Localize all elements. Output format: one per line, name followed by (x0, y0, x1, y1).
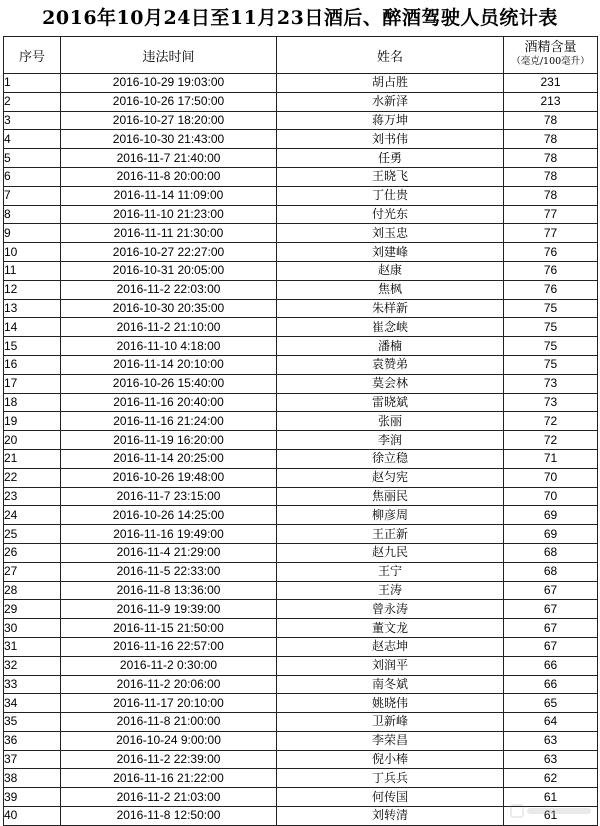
row-time: 2016-11-16 19:49:00 (61, 525, 277, 544)
row-name: 王晓飞 (277, 167, 504, 186)
row-alcohol: 78 (504, 186, 598, 205)
row-index: 30 (4, 619, 61, 638)
row-alcohol: 77 (504, 224, 598, 243)
table-row (4, 431, 598, 450)
row-name: 姚晓伟 (277, 694, 504, 713)
row-time: 2016-11-16 21:22:00 (61, 769, 277, 788)
table-row (4, 468, 598, 487)
table-row (4, 600, 598, 619)
table-row (4, 92, 598, 111)
row-time: 2016-11-10 21:23:00 (61, 205, 277, 224)
row-alcohol: 68 (504, 562, 598, 581)
table-row (4, 412, 598, 431)
table-row (4, 374, 598, 393)
row-index: 6 (4, 167, 61, 186)
table-row (4, 769, 598, 788)
row-name: 崔念峡 (277, 318, 504, 337)
row-index: 40 (4, 807, 61, 826)
table-row (4, 506, 598, 525)
row-name: 雷晓斌 (277, 393, 504, 412)
table-row (4, 149, 598, 168)
row-index: 1 (4, 74, 61, 93)
row-alcohol: 75 (504, 318, 598, 337)
row-alcohol: 61 (504, 807, 598, 826)
row-index: 24 (4, 506, 61, 525)
row-time: 2016-11-2 22:03:00 (61, 280, 277, 299)
row-name: 赵匀宪 (277, 468, 504, 487)
table-header (4, 37, 598, 74)
row-alcohol: 231 (504, 74, 598, 93)
header-alcohol-unit: （毫克/100毫升） (511, 56, 590, 67)
table-row (4, 562, 598, 581)
row-name: 袁赞弟 (277, 355, 504, 374)
row-alcohol: 71 (504, 449, 598, 468)
table-row (4, 619, 598, 638)
row-alcohol: 73 (504, 393, 598, 412)
row-alcohol: 63 (504, 750, 598, 769)
table-row (4, 318, 598, 337)
row-alcohol: 73 (504, 374, 598, 393)
row-name: 倪小棒 (277, 750, 504, 769)
table-row (4, 280, 598, 299)
row-name: 潘楠 (277, 337, 504, 356)
row-name: 水新泽 (277, 92, 504, 111)
table-row (4, 731, 598, 750)
row-alcohol: 70 (504, 487, 598, 506)
row-name: 刘转清 (277, 807, 504, 826)
row-time: 2016-11-14 20:25:00 (61, 449, 277, 468)
row-name: 刘建峰 (277, 243, 504, 262)
row-index: 31 (4, 637, 61, 656)
row-name: 王涛 (277, 581, 504, 600)
row-time: 2016-11-8 21:00:00 (61, 713, 277, 732)
row-name: 丁仕贵 (277, 186, 504, 205)
row-alcohol: 67 (504, 637, 598, 656)
row-name: 焦枫 (277, 280, 504, 299)
table-row (4, 637, 598, 656)
header-alcohol-label: 酒精含量 (524, 40, 577, 55)
table-row (4, 656, 598, 675)
row-name: 莫会林 (277, 374, 504, 393)
row-alcohol: 75 (504, 337, 598, 356)
row-time: 2016-11-16 22:57:00 (61, 637, 277, 656)
row-alcohol: 61 (504, 788, 598, 807)
row-index: 3 (4, 111, 61, 130)
row-alcohol: 72 (504, 431, 598, 450)
row-time: 2016-11-5 22:33:00 (61, 562, 277, 581)
row-time: 2016-11-2 20:06:00 (61, 675, 277, 694)
row-time: 2016-10-30 20:35:00 (61, 299, 277, 318)
row-time: 2016-11-8 20:00:00 (61, 167, 277, 186)
row-time: 2016-11-2 22:39:00 (61, 750, 277, 769)
table-row (4, 243, 598, 262)
row-time: 2016-11-9 19:39:00 (61, 600, 277, 619)
row-index: 25 (4, 525, 61, 544)
table-row (4, 299, 598, 318)
row-time: 2016-11-16 20:40:00 (61, 393, 277, 412)
row-name: 赵九民 (277, 543, 504, 562)
row-name: 焦丽民 (277, 487, 504, 506)
table-row (4, 487, 598, 506)
row-name: 胡占胜 (277, 74, 504, 93)
table-row (4, 788, 598, 807)
row-alcohol: 66 (504, 675, 598, 694)
row-index: 5 (4, 149, 61, 168)
row-index: 4 (4, 130, 61, 149)
row-name: 刘润平 (277, 656, 504, 675)
row-alcohol: 213 (504, 92, 598, 111)
row-name: 朱样新 (277, 299, 504, 318)
table-row (4, 713, 598, 732)
row-name: 南冬斌 (277, 675, 504, 694)
row-alcohol: 78 (504, 149, 598, 168)
row-time: 2016-11-4 21:29:00 (61, 543, 277, 562)
table-row (4, 224, 598, 243)
row-index: 12 (4, 280, 61, 299)
row-alcohol: 75 (504, 299, 598, 318)
row-index: 8 (4, 205, 61, 224)
row-index: 26 (4, 543, 61, 562)
row-name: 蒋万坤 (277, 111, 504, 130)
row-alcohol: 69 (504, 525, 598, 544)
row-time: 2016-10-24 9:00:00 (61, 731, 277, 750)
row-name: 刘玉忠 (277, 224, 504, 243)
table-row (4, 337, 598, 356)
row-index: 23 (4, 487, 61, 506)
row-time: 2016-11-2 21:03:00 (61, 788, 277, 807)
row-index: 37 (4, 750, 61, 769)
table-row (4, 167, 598, 186)
row-alcohol: 66 (504, 656, 598, 675)
header-alcohol (504, 37, 598, 74)
row-index: 22 (4, 468, 61, 487)
row-alcohol: 77 (504, 205, 598, 224)
row-alcohol: 67 (504, 581, 598, 600)
row-name: 李荣昌 (277, 731, 504, 750)
row-index: 28 (4, 581, 61, 600)
row-index: 38 (4, 769, 61, 788)
row-time: 2016-11-14 20:10:00 (61, 355, 277, 374)
row-time: 2016-10-27 18:20:00 (61, 111, 277, 130)
row-time: 2016-11-7 21:40:00 (61, 149, 277, 168)
row-name: 李润 (277, 431, 504, 450)
row-name: 付光东 (277, 205, 504, 224)
table-row (4, 74, 598, 93)
row-index: 17 (4, 374, 61, 393)
row-index: 18 (4, 393, 61, 412)
row-alcohol: 76 (504, 280, 598, 299)
row-time: 2016-11-2 21:10:00 (61, 318, 277, 337)
row-time: 2016-11-8 13:36:00 (61, 581, 277, 600)
row-index: 33 (4, 675, 61, 694)
row-index: 16 (4, 355, 61, 374)
row-index: 2 (4, 92, 61, 111)
row-name: 丁兵兵 (277, 769, 504, 788)
row-time: 2016-10-31 20:05:00 (61, 261, 277, 280)
row-time: 2016-11-10 4:18:00 (61, 337, 277, 356)
watermark-logo (510, 802, 594, 820)
table-row (4, 393, 598, 412)
table-row (4, 205, 598, 224)
row-alcohol: 69 (504, 506, 598, 525)
row-index: 13 (4, 299, 61, 318)
row-alcohol: 62 (504, 769, 598, 788)
header-name: 姓名 (277, 37, 504, 74)
statistics-table (3, 36, 598, 826)
table-row (4, 525, 598, 544)
row-name: 柳彦周 (277, 506, 504, 525)
table-row (4, 355, 598, 374)
row-name: 何传国 (277, 788, 504, 807)
row-time: 2016-10-26 17:50:00 (61, 92, 277, 111)
row-time: 2016-11-15 21:50:00 (61, 619, 277, 638)
table-row (4, 130, 598, 149)
row-index: 27 (4, 562, 61, 581)
row-name: 曾永涛 (277, 600, 504, 619)
row-index: 21 (4, 449, 61, 468)
row-time: 2016-11-16 21:24:00 (61, 412, 277, 431)
header-index: 序号 (4, 37, 61, 74)
table-row (4, 261, 598, 280)
table-row (4, 449, 598, 468)
row-alcohol: 65 (504, 694, 598, 713)
row-time: 2016-11-8 12:50:00 (61, 807, 277, 826)
row-index: 34 (4, 694, 61, 713)
row-time: 2016-10-26 19:48:00 (61, 468, 277, 487)
row-time: 2016-11-2 0:30:00 (61, 656, 277, 675)
row-index: 9 (4, 224, 61, 243)
row-time: 2016-11-17 20:10:00 (61, 694, 277, 713)
row-alcohol: 70 (504, 468, 598, 487)
table-row (4, 807, 598, 826)
table-row (4, 111, 598, 130)
page-title: 2016年10月24日至11月23日酒后、醉酒驾驶人员统计表 (42, 7, 558, 29)
header-row (4, 37, 598, 74)
table-row (4, 694, 598, 713)
row-time: 2016-11-7 23:15:00 (61, 487, 277, 506)
row-index: 35 (4, 713, 61, 732)
row-alcohol: 75 (504, 355, 598, 374)
row-index: 19 (4, 412, 61, 431)
row-alcohol: 78 (504, 111, 598, 130)
row-alcohol: 68 (504, 543, 598, 562)
table-row (4, 675, 598, 694)
row-index: 11 (4, 261, 61, 280)
row-time: 2016-11-14 11:09:00 (61, 186, 277, 205)
row-name: 卫新峰 (277, 713, 504, 732)
row-time: 2016-11-11 21:30:00 (61, 224, 277, 243)
row-name: 刘书伟 (277, 130, 504, 149)
row-alcohol: 63 (504, 731, 598, 750)
row-alcohol: 76 (504, 243, 598, 262)
row-index: 39 (4, 788, 61, 807)
table-row (4, 543, 598, 562)
row-index: 7 (4, 186, 61, 205)
table-body (4, 74, 598, 826)
row-time: 2016-10-30 21:43:00 (61, 130, 277, 149)
row-time: 2016-10-26 15:40:00 (61, 374, 277, 393)
row-name: 张丽 (277, 412, 504, 431)
header-time: 违法时间 (61, 37, 277, 74)
row-time: 2016-10-27 22:27:00 (61, 243, 277, 262)
table-row (4, 750, 598, 769)
row-index: 10 (4, 243, 61, 262)
row-index: 20 (4, 431, 61, 450)
row-name: 王宁 (277, 562, 504, 581)
row-alcohol: 67 (504, 619, 598, 638)
row-alcohol: 78 (504, 167, 598, 186)
row-name: 赵康 (277, 261, 504, 280)
row-name: 董文龙 (277, 619, 504, 638)
row-index: 14 (4, 318, 61, 337)
row-alcohol: 67 (504, 600, 598, 619)
row-name: 赵志坤 (277, 637, 504, 656)
row-alcohol: 64 (504, 713, 598, 732)
row-index: 29 (4, 600, 61, 619)
row-time: 2016-10-29 19:03:00 (61, 74, 277, 93)
row-alcohol: 72 (504, 412, 598, 431)
row-time: 2016-10-26 14:25:00 (61, 506, 277, 525)
table-row (4, 186, 598, 205)
row-name: 王正新 (277, 525, 504, 544)
row-alcohol: 78 (504, 130, 598, 149)
row-index: 15 (4, 337, 61, 356)
table-row (4, 581, 598, 600)
row-name: 任勇 (277, 149, 504, 168)
row-index: 32 (4, 656, 61, 675)
row-name: 徐立稳 (277, 449, 504, 468)
row-time: 2016-11-19 16:20:00 (61, 431, 277, 450)
row-index: 36 (4, 731, 61, 750)
row-alcohol: 76 (504, 261, 598, 280)
